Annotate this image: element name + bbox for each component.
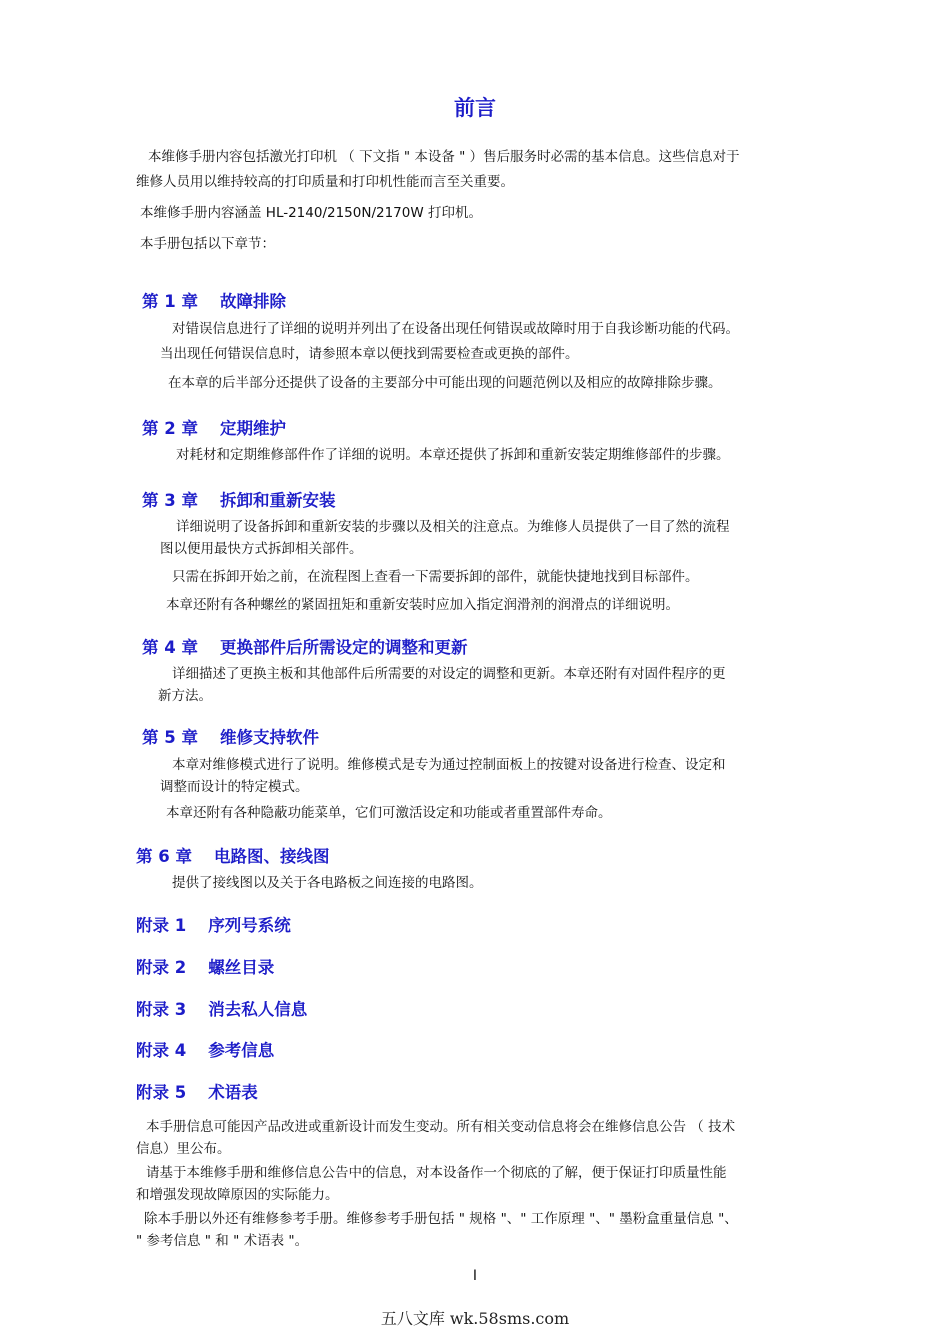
closing-line: 除本手册以外还有维修参考手册。维修参考手册包括 " 规格 "、" 工作原理 "、" 墨粉盒重量信息 "、 [144, 1211, 738, 1227]
appendix-heading [136, 1037, 274, 1061]
chapter-title: 维修支持软件 [219, 728, 319, 747]
chapter-title: 定期维护 [219, 419, 286, 438]
appendix-number: 附录 3 [136, 1000, 187, 1019]
chapter-line: 新方法。 [158, 688, 212, 704]
chapter-heading [142, 724, 319, 748]
chapter-title: 电路图、接线图 [213, 847, 330, 866]
appendix-heading [136, 1079, 258, 1103]
intro-line: 本手册包括以下章节： [140, 236, 275, 252]
intro-line: 维修人员用以维持较高的打印质量和打印机性能而言至关重要。 [136, 174, 514, 190]
page-number: I [472, 1268, 478, 1284]
chapter-line: 调整而设计的特定模式。 [160, 779, 309, 795]
chapter-line: 对错误信息进行了详细的说明并列出了在设备出现任何错误或故障时用于自我诊断功能的代码。 [172, 321, 739, 337]
page-title: 前言 [454, 96, 496, 120]
chapter-number: 第 5 章 [142, 728, 198, 747]
appendix-heading [136, 954, 274, 978]
appendix-number: 附录 2 [136, 958, 187, 977]
chapter-line: 只需在拆卸开始之前，在流程图上查看一下需要拆卸的部件，就能快捷地找到目标部件。 [172, 569, 699, 585]
chapter-line: 详细描述了更换主板和其他部件后所需要的对设定的调整和更新。本章还附有对固件程序的更 [172, 666, 726, 682]
chapter-number: 第 6 章 [136, 847, 192, 866]
chapter-line: 本章对维修模式进行了说明。维修模式是专为通过控制面板上的按键对设备进行检查、设定和 [172, 757, 726, 773]
chapter-line: 在本章的后半部分还提供了设备的主要部分中可能出现的问题范例以及相应的故障排除步骤。 [168, 375, 722, 391]
chapter-line: 图以便用最快方式拆卸相关部件。 [160, 541, 363, 557]
closing-line: 请基于本维修手册和维修信息公告中的信息，对本设备作一个彻底的了解，便于保证打印质量性能 [146, 1165, 727, 1181]
chapter-title: 更换部件后所需设定的调整和更新 [219, 638, 468, 657]
chapter-number: 第 4 章 [142, 638, 198, 657]
appendix-title: 参考信息 [208, 1041, 275, 1060]
chapter-heading [136, 843, 329, 867]
closing-line: 和增强发现故障原因的实际能力。 [136, 1187, 339, 1203]
appendix-title: 消去私人信息 [208, 1000, 308, 1019]
appendix-number: 附录 1 [136, 916, 187, 935]
chapter-line: 对耗材和定期维修部件作了详细的说明。本章还提供了拆卸和重新安装定期维修部件的步骤。 [176, 447, 730, 463]
appendix-number: 附录 4 [136, 1041, 187, 1060]
appendix-heading [136, 912, 291, 936]
chapter-number: 第 1 章 [142, 292, 198, 311]
appendix-title: 术语表 [208, 1083, 258, 1102]
chapter-line: 提供了接线图以及关于各电路板之间连接的电路图。 [172, 875, 483, 891]
intro-line: 本维修手册内容包括激光打印机 （ 下文指 " 本设备 " ）售后服务时必需的基本信息。这些信息对于 [148, 149, 740, 165]
chapter-number: 第 3 章 [142, 491, 198, 510]
closing-line: " 参考信息 " 和 " 术语表 "。 [136, 1233, 309, 1249]
appendix-title: 序列号系统 [208, 916, 291, 935]
closing-line: 本手册信息可能因产品改进或重新设计而发生变动。所有相关变动信息将会在维修信息公告 （ 技术 [146, 1119, 736, 1135]
chapter-line: 本章还附有各种隐蔽功能菜单，它们可激活设定和功能或者重置部件寿命。 [166, 805, 612, 821]
chapter-heading [142, 288, 286, 312]
appendix-number: 附录 5 [136, 1083, 187, 1102]
chapter-line: 本章还附有各种螺丝的紧固扭矩和重新安装时应加入指定润滑剂的润滑点的详细说明。 [166, 597, 679, 613]
appendix-title: 螺丝目录 [208, 958, 275, 977]
chapter-title: 故障排除 [219, 292, 286, 311]
closing-line: 信息）里公布。 [136, 1141, 231, 1157]
chapter-line: 详细说明了设备拆卸和重新安装的步骤以及相关的注意点。为维修人员提供了一目了然的流程 [176, 519, 730, 535]
chapter-heading [142, 487, 335, 511]
intro-line: 本维修手册内容涵盖 HL-2140/2150N/2170W 打印机。 [140, 205, 483, 221]
appendix-heading [136, 996, 307, 1020]
chapter-line: 当出现任何错误信息时，请参照本章以便找到需要检查或更换的部件。 [160, 346, 579, 362]
chapter-title: 拆卸和重新安装 [219, 491, 336, 510]
chapter-heading [142, 415, 286, 439]
chapter-number: 第 2 章 [142, 419, 198, 438]
watermark: 五八文库 wk.58sms.com [380, 1309, 570, 1328]
chapter-heading [142, 634, 467, 658]
